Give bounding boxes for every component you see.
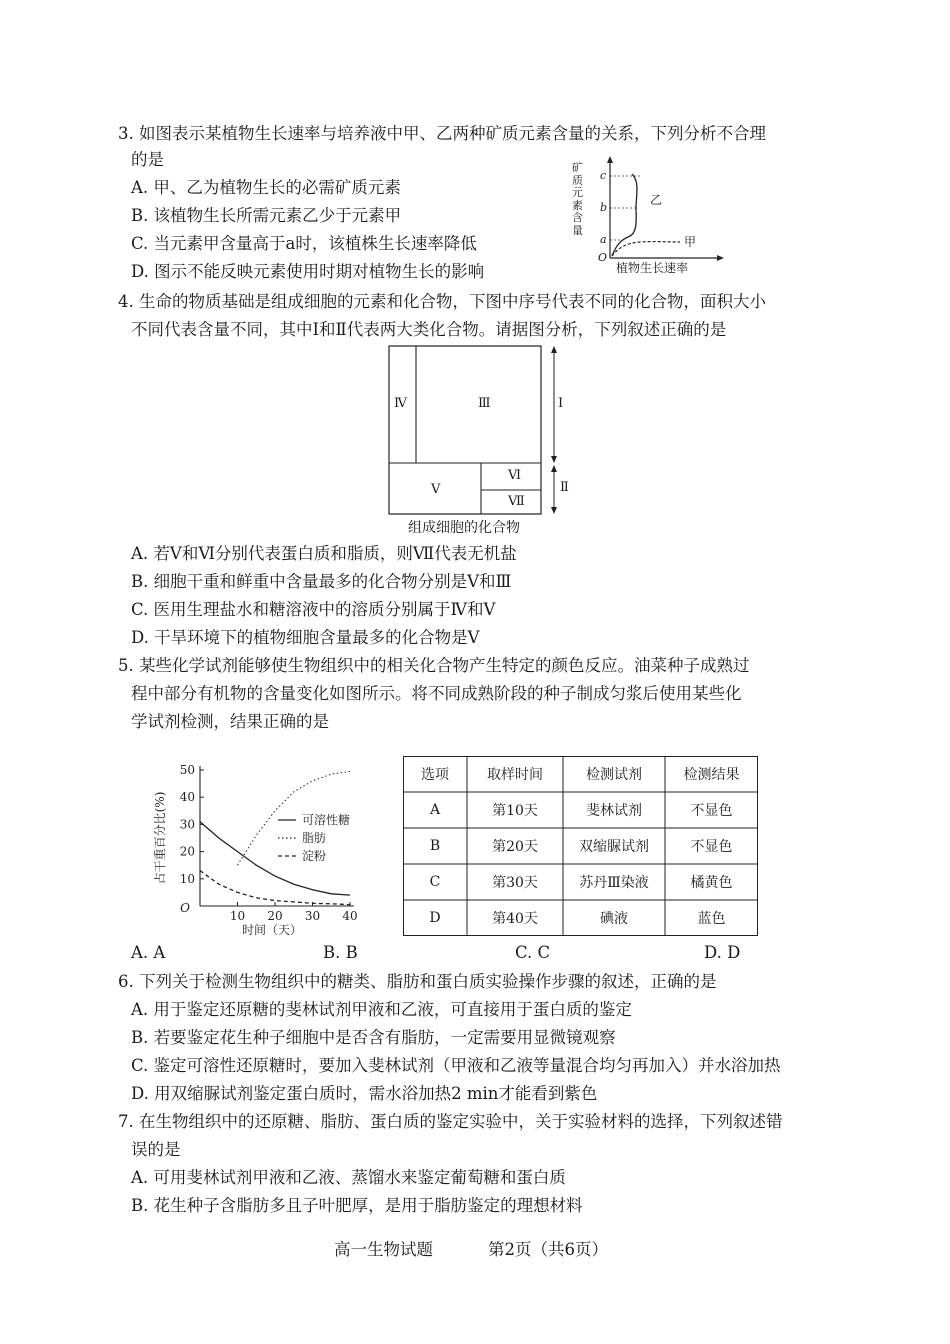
chart-y-tick-label: 50: [179, 763, 195, 777]
q4-label-v: Ⅴ: [431, 482, 441, 497]
q3-curve-jia: [612, 242, 680, 256]
q5-table-cell: B: [429, 838, 441, 854]
q5-table-header-cell: 取样时间: [487, 767, 543, 783]
chart-y-axis-label: 占干重百分比(%): [153, 791, 167, 885]
q5-table-cell: 碘液: [600, 911, 628, 927]
q6-option-d: D. 用双缩脲试剂鉴定蛋白质时，需水浴加热2 min才能看到紫色: [131, 1084, 598, 1103]
q3-tick-b: b: [600, 201, 608, 214]
q3-curve-yi: [612, 174, 637, 256]
q6-stem: 6. 下列关于检测生物组织中的糖类、脂肪和蛋白质实验操作步骤的叙述，正确的是: [118, 972, 717, 991]
chart-y-tick-label: 30: [179, 817, 195, 832]
q4-option-d: D. 干旱环境下的植物细胞含量最多的化合物是Ⅴ: [131, 628, 480, 647]
q3-y-axis-label: 矿 质 元 素 含 量: [572, 161, 583, 237]
q3-tick-a: a: [600, 233, 607, 246]
q5-table: [403, 756, 758, 936]
q3-stem-line1: 3. 如图表示某植物生长速率与培养液中甲、乙两种矿质元素含量的关系，下列分析不合理: [118, 124, 766, 143]
chart-legend-label: 脂肪: [302, 831, 327, 845]
chart-series-line: [200, 822, 350, 895]
q5-table-cell: 第10天: [492, 803, 538, 819]
q5-table-cell: 第40天: [492, 911, 538, 927]
q5-table-cell: C: [429, 874, 441, 890]
q5-table-cell: 橘黄色: [690, 875, 733, 891]
q5-option-c: C. C: [515, 943, 551, 962]
q4-label-ii: Ⅱ: [560, 480, 569, 495]
q3-figure: [570, 152, 730, 280]
q5-table-cell: 不显色: [690, 839, 733, 855]
chart-origin-label: O: [180, 901, 190, 915]
q5-table-cell: 第20天: [492, 839, 538, 855]
footer-subject: 高一生物试题: [334, 1240, 433, 1259]
q5-table-cell: 不显色: [690, 803, 733, 819]
q7-option-b: B. 花生种子含脂肪多且子叶肥厚，是用于脂肪鉴定的理想材料: [131, 1196, 583, 1215]
q3-stem-line2: 的是: [131, 150, 164, 169]
q4-option-c: C. 医用生理盐水和糖溶液中的溶质分别属于Ⅳ和Ⅴ: [131, 600, 496, 619]
chart-legend-label: 淀粉: [302, 849, 327, 863]
q3-option-d: D. 图示不能反映元素使用时期对植物生长的影响: [131, 262, 485, 281]
q6-option-a: A. 用于鉴定还原糖的斐林试剂甲液和乙液，可直接用于蛋白质的鉴定: [131, 1000, 632, 1019]
q5-table-cell: D: [429, 910, 441, 926]
chart-y-tick-label: 20: [179, 844, 195, 859]
footer-page-number: 第2页（共6页）: [488, 1240, 608, 1259]
q5-table-cell: 第30天: [492, 875, 538, 891]
q5-stem-line2: 程中部分有机物的含量变化如图所示。将不同成熟阶段的种子制成匀浆后使用某些化: [131, 684, 742, 703]
q5-option-d: D. D: [704, 943, 741, 962]
q5-option-a: A. A: [131, 943, 166, 962]
q6-option-c: C. 鉴定可溶性还原糖时，要加入斐林试剂（甲液和乙液等量混合均匀再加入）并水浴加热: [131, 1056, 781, 1075]
q3-label-jia: 甲: [684, 235, 697, 249]
chart-x-tick-label: 40: [342, 909, 358, 923]
q4-label-iv: Ⅳ: [394, 396, 407, 411]
q5-table-cell: 苏丹Ⅲ染液: [579, 875, 649, 891]
chart-x-axis-label: 时间（天）: [241, 923, 303, 937]
q4-label-vii: Ⅶ: [508, 494, 525, 509]
q5-line-chart: [150, 756, 375, 942]
q4-option-b: B. 细胞干重和鲜重中含量最多的化合物分别是Ⅴ和Ⅲ: [131, 572, 512, 591]
q5-table-cell: 蓝色: [697, 911, 726, 927]
chart-x-tick-label: 10: [229, 909, 246, 923]
q4-caption: 组成细胞的化合物: [408, 520, 520, 536]
q5-stem-line3: 学试剂检测，结果正确的是: [131, 712, 329, 731]
q4-figure: [380, 340, 590, 540]
q7-stem-line1: 7. 在生物组织中的还原糖、脂肪、蛋白质的鉴定实验中，关于实验材料的选择，下列叙述错: [118, 1112, 783, 1131]
q4-option-a: A. 若Ⅴ和Ⅵ分别代表蛋白质和脂质，则Ⅶ代表无机盐: [131, 544, 517, 563]
chart-y-tick-label: 40: [179, 790, 195, 805]
chart-x-tick-label: 20: [267, 909, 283, 923]
q3-tick-c: c: [600, 169, 607, 182]
q3-x-axis-label: 植物生长速率: [616, 261, 689, 275]
chart-x-tick-label: 30: [304, 909, 321, 923]
q3-option-c: C. 当元素甲含量高于a时，该植株生长速率降低: [131, 234, 477, 253]
q4-label-iii: Ⅲ: [478, 396, 491, 411]
q4-label-vi: Ⅵ: [508, 468, 522, 483]
q3-option-a: A. 甲、乙为植物生长的必需矿质元素: [131, 178, 401, 197]
q6-option-b: B. 若要鉴定花生种子细胞中是否含有脂肪，一定需要用显微镜观察: [131, 1028, 616, 1047]
q7-stem-line2: 误的是: [131, 1140, 181, 1159]
q5-table-header-cell: 检测试剂: [586, 767, 642, 783]
q5-option-b: B. B: [323, 943, 358, 962]
q3-option-b: B. 该植物生长所需元素乙少于元素甲: [131, 206, 402, 225]
q3-origin: O: [598, 251, 608, 264]
q4-figure-boxes: [380, 340, 590, 520]
q5-table-header-cell: 选项: [421, 767, 449, 783]
q5-table-header-cell: 检测结果: [683, 767, 740, 783]
chart-y-tick-label: 10: [179, 871, 195, 886]
q4-stem-line1: 4. 生命的物质基础是组成细胞的元素和化合物，下图中序号代表不同的化合物，面积大小: [118, 292, 766, 311]
chart-legend-label: 可溶性糖: [302, 813, 351, 827]
q5-table-cell: A: [429, 802, 441, 818]
q3-label-yi: 乙: [650, 193, 663, 207]
q4-stem-line2: 不同代表含量不同，其中Ⅰ和Ⅱ代表两大类化合物。请据图分析，下列叙述正确的是: [131, 320, 727, 339]
q4-label-i: Ⅰ: [558, 396, 564, 411]
q5-stem-line1: 5. 某些化学试剂能够使生物组织中的相关化合物产生特定的颜色反应。油菜种子成熟过: [118, 656, 750, 675]
q5-table-cell: 双缩脲试剂: [579, 839, 649, 855]
q7-option-a: A. 可用斐林试剂甲液和乙液、蒸馏水来鉴定葡萄糖和蛋白质: [131, 1168, 566, 1187]
q5-table-cell: 斐林试剂: [586, 803, 642, 819]
